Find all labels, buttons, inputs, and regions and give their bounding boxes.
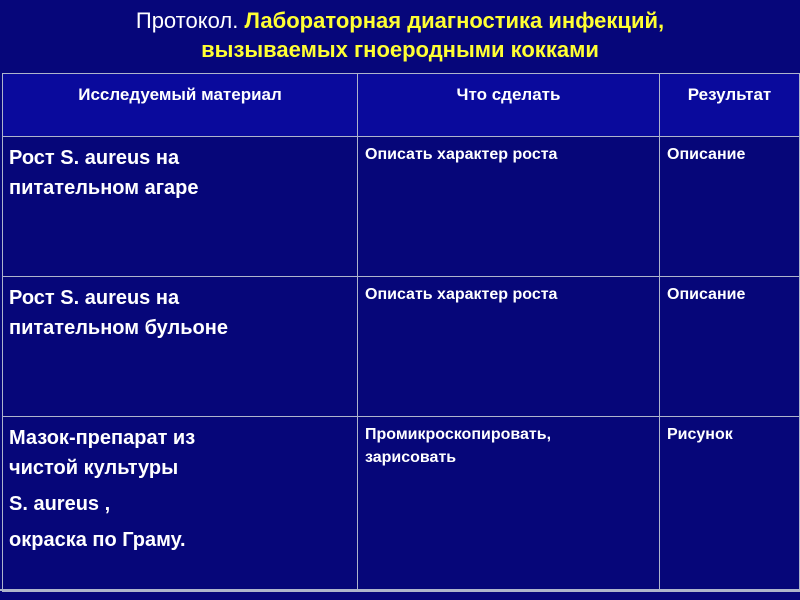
header-material: Исследуемый материал [3, 74, 358, 137]
result-cell: Описание [660, 277, 800, 417]
material-cell [3, 137, 358, 277]
material-line: Мазок-препарат из [9, 427, 196, 449]
header-result: Результат [660, 74, 800, 137]
table-row [3, 417, 800, 592]
material-line: питательном агаре [9, 177, 199, 199]
material-line: Рост S. aureus на [9, 287, 180, 309]
page-title [0, 6, 800, 64]
material-cell [3, 417, 358, 592]
title-line-2: вызываемых гноеродными кокками [201, 37, 599, 62]
material-line: питательном бульоне [9, 317, 228, 339]
action-cell [358, 277, 660, 417]
action-line: Описать характер роста [365, 286, 558, 303]
title-line-1: Лабораторная диагностика инфекций, [244, 8, 665, 33]
table-row [3, 137, 800, 277]
result-cell: Рисунок [660, 417, 800, 592]
action-cell [358, 137, 660, 277]
table-header-row [3, 74, 800, 137]
action-line: Описать характер роста [365, 146, 558, 163]
title-prefix: Протокол. [135, 8, 239, 33]
result-cell: Описание [660, 137, 800, 277]
action-cell [358, 417, 660, 592]
material-line: S. aureus , [9, 493, 111, 515]
action-line: Промикроскопировать, [365, 426, 552, 443]
table-bottom-border [0, 589, 800, 591]
material-line: окраска по Граму. [9, 529, 186, 551]
material-line: чистой культуры [9, 457, 179, 479]
material-line: Рост S. aureus на [9, 147, 180, 169]
protocol-table [2, 73, 800, 592]
action-line: зарисовать [365, 449, 457, 466]
header-action: Что сделать [358, 74, 660, 137]
table-row [3, 277, 800, 417]
material-cell [3, 277, 358, 417]
